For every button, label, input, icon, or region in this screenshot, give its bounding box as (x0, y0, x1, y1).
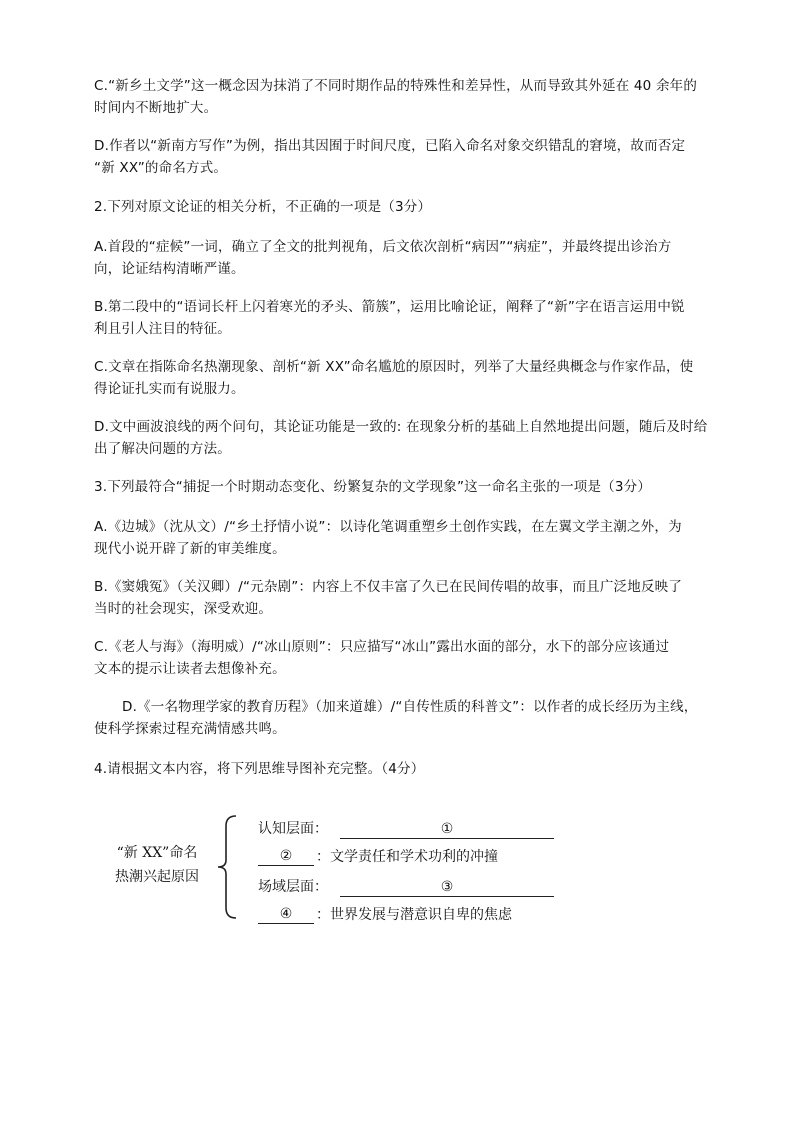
mind-map-row-field (258, 876, 328, 898)
q3-option-a-line-1: A.《边城》（沈从文）/“乡土抒情小说”：以诗化笔调重塑乡土创作实践，在左翼文学主潮之外，为 (94, 519, 682, 535)
q2-option-a-line-2: 向，论证结构清晰严谨。 (94, 261, 245, 277)
question-3-stem: 3.下列最符合“捕捉一个时期动态变化、纷繁复杂的文学现象”这一命名主张的一项是（3分） (94, 479, 652, 495)
answer-blank-3[interactable] (340, 878, 554, 897)
mind-map-row-4-suffix: ：世界发展与潜意识自卑的焦虑 (316, 907, 512, 923)
mind-map (94, 800, 564, 934)
mind-map-row-cognitive (258, 818, 328, 840)
q3-option-d-line-1: D.《一名物理学家的教育历程》（加来道雄）/“自传性质的科普文”：以作者的成长经历为主线， (122, 699, 698, 715)
mind-map-root-line-1: “新 XX”命名 (116, 845, 198, 861)
q3-option-b-line-2: 当时的社会现实，深受欢迎。 (94, 601, 273, 617)
blank-number-4: ④ (279, 906, 293, 922)
q2-option-d-line-2: 出了解决问题的方法。 (94, 441, 231, 457)
mind-map-root-line-2: 热潮兴起原因 (115, 869, 199, 885)
question-2-stem: 2.下列对原文论证的相关分析，不正确的一项是（3分） (94, 199, 432, 215)
row-label-field: 场域层面： (258, 879, 328, 895)
blank-number-3: ③ (440, 879, 454, 895)
blank-number-2: ② (279, 848, 293, 864)
q2-option-a-line-1: A.首段的“症候”一词，确立了全文的批判视角，后文依次剖析“病因”“病症”，并最终提出诊治方 (94, 239, 672, 255)
option-d-line-2: “新 XX”的命名方式。 (94, 160, 228, 176)
q3-option-d-line-2: 使科学探索过程充满情感共鸣。 (94, 721, 286, 737)
q3-option-b-line-1: B.《窦娥冤》（关汉卿）/“元杂剧”：内容上不仅丰富了久已在民间传唱的故事，而且广泛地反映了 (94, 579, 683, 595)
q3-option-c-line-2: 文本的提示让读者去想像补充。 (94, 661, 286, 677)
option-c-line-2: 时间内不断地扩大。 (94, 100, 218, 116)
option-d-line-1: D.作者以“新南方写作”为例，指出其因囿于时间尺度，已陷入命名对象交织错乱的窘境，故而否定 (94, 138, 686, 154)
question-4-stem: 4.请根据文本内容，将下列思维导图补充完整。（4分） (94, 761, 425, 777)
q2-option-b-line-2: 利且引人注目的特征。 (94, 321, 231, 337)
row-label-cognitive: 认知层面： (258, 821, 328, 837)
q2-option-d-line-1: D.文中画波浪线的两个问句，其论证功能是一致的: 在现象分析的基础上自然地提出问题，随后及时给 (94, 419, 708, 435)
mind-map-row-2-suffix: ：文学责任和学术功利的冲撞 (316, 849, 498, 865)
q2-option-c-line-2: 得论证扎实而有说服力。 (94, 381, 245, 397)
answer-blank-2[interactable] (258, 847, 314, 866)
option-c-line-1: C.“新乡土文学”这一概念因为抹消了不同时期作品的特殊性和差异性，从而导致其外延在 40 余年的 (94, 78, 698, 94)
brace-connector (214, 812, 238, 922)
answer-blank-1[interactable] (340, 820, 554, 839)
q2-option-c-line-1: C.文章在指陈命名热潮现象、剖析“新 XX”命名尴尬的原因时，列举了大量经典概念与作家作品，使 (94, 359, 694, 375)
q3-option-a-line-2: 现代小说开辟了新的审美维度。 (94, 541, 286, 557)
answer-blank-4[interactable] (258, 905, 314, 924)
q3-option-c-line-1: C.《老人与海》（海明威）/“冰山原则”：只应描写“冰山”露出水面的部分，水下的部分应该通过 (94, 639, 670, 655)
blank-number-1: ① (440, 821, 454, 837)
q2-option-b-line-1: B.第二段中的“语词长杆上闪着寒光的矛头、箭簇”，运用比喻论证，阐释了“新”字在语言运用中锐 (94, 299, 685, 315)
